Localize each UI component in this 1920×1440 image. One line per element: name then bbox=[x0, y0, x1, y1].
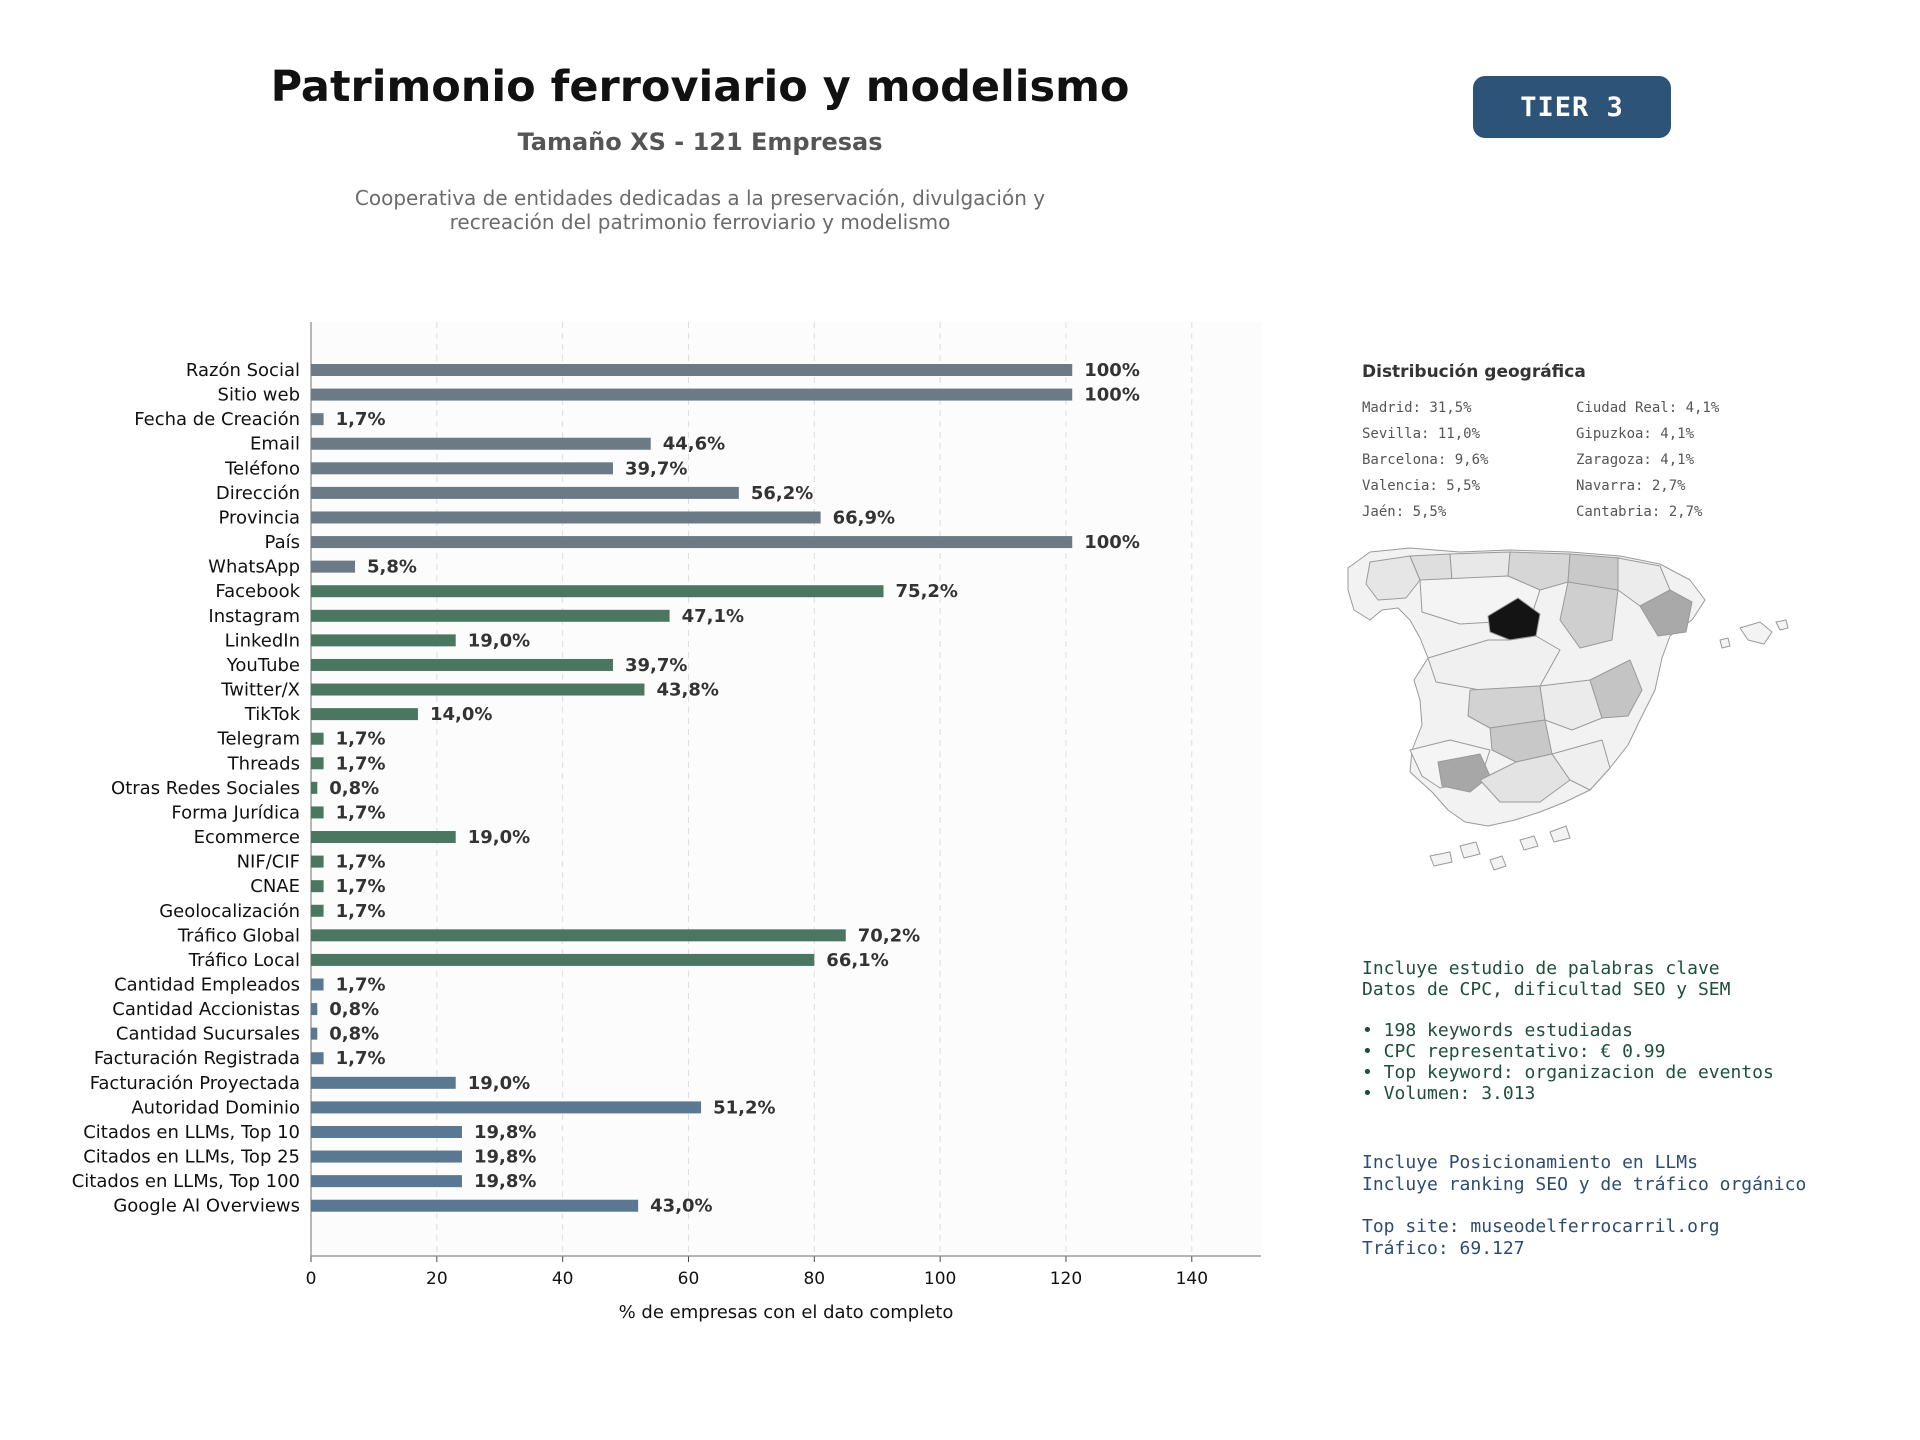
data-label: 100% bbox=[1084, 532, 1140, 554]
x-axis-title: % de empresas con el dato completo bbox=[618, 1302, 954, 1323]
y-tick-label: Citados en LLMs, Top 25 bbox=[83, 1146, 300, 1168]
bar bbox=[311, 905, 324, 917]
geo-item: Sevilla: 11,0% bbox=[1362, 426, 1481, 442]
y-tick-label: Cantidad Empleados bbox=[114, 974, 300, 996]
y-tick-label: LinkedIn bbox=[224, 630, 300, 652]
geo-item: Madrid: 31,5% bbox=[1362, 400, 1472, 416]
y-tick-label: Dirección bbox=[215, 482, 300, 504]
data-label: 1,7% bbox=[335, 876, 386, 898]
y-tick-label: Provincia bbox=[218, 507, 300, 529]
data-label: 19,8% bbox=[473, 1146, 537, 1168]
geo-item: Zaragoza: 4,1% bbox=[1576, 452, 1695, 468]
page-title: Patrimonio ferroviario y modelismo bbox=[270, 62, 1130, 112]
data-label: 1,7% bbox=[335, 409, 386, 431]
data-label: 51,2% bbox=[713, 1097, 776, 1119]
geo-item: Gipuzkoa: 4,1% bbox=[1576, 426, 1695, 442]
y-tick-label: Razón Social bbox=[185, 360, 300, 381]
bar bbox=[311, 1200, 638, 1212]
map-region bbox=[1740, 622, 1772, 644]
bar bbox=[311, 536, 1072, 548]
bar bbox=[311, 364, 1072, 376]
data-label: 100% bbox=[1084, 360, 1140, 381]
data-label: 1,7% bbox=[335, 728, 386, 750]
y-tick-label: TikTok bbox=[244, 704, 300, 726]
data-label: 66,1% bbox=[826, 949, 889, 971]
data-label: 43,8% bbox=[656, 679, 719, 701]
x-tick-label: 20 bbox=[426, 1269, 448, 1289]
bar bbox=[311, 1003, 317, 1015]
seo-bullet-2: • CPC representativo: € 0.99 bbox=[1362, 1041, 1666, 1062]
bar bbox=[311, 1175, 462, 1187]
data-label: 0,8% bbox=[329, 1023, 380, 1045]
bar bbox=[311, 1052, 324, 1064]
y-tick-label: Twitter/X bbox=[221, 679, 300, 701]
map-region bbox=[1490, 856, 1506, 870]
data-label: 100% bbox=[1084, 384, 1140, 406]
bar bbox=[311, 806, 324, 818]
y-tick-label: País bbox=[264, 532, 300, 554]
x-tick-label: 60 bbox=[677, 1269, 700, 1289]
bar bbox=[311, 561, 355, 573]
bar bbox=[311, 413, 324, 425]
y-tick-label: Autoridad Dominio bbox=[131, 1097, 300, 1119]
y-tick-label: Cantidad Sucursales bbox=[115, 1023, 300, 1045]
description-line-2: recreación del patrimonio ferroviario y modelismo bbox=[449, 210, 951, 234]
x-tick-label: 140 bbox=[1175, 1269, 1209, 1289]
bar bbox=[311, 954, 814, 966]
bar bbox=[311, 1151, 462, 1163]
bar bbox=[311, 684, 644, 696]
y-tick-label: Email bbox=[250, 433, 300, 455]
seo-bullet-4: • Volumen: 3.013 bbox=[1362, 1083, 1536, 1104]
data-label: 39,7% bbox=[624, 654, 688, 676]
bar bbox=[311, 585, 884, 597]
x-tick-label: 40 bbox=[551, 1269, 574, 1289]
y-tick-label: Fecha de Creación bbox=[134, 409, 300, 431]
data-label: 19,8% bbox=[473, 1171, 537, 1193]
top-site-traffic: Tráfico: 69.127 bbox=[1362, 1238, 1525, 1259]
map-region bbox=[1720, 638, 1730, 648]
data-label: 19,0% bbox=[467, 827, 531, 849]
y-tick-label: Otras Redes Sociales bbox=[111, 777, 300, 799]
data-label: 1,7% bbox=[335, 1048, 386, 1070]
data-label: 44,6% bbox=[662, 433, 726, 455]
bar bbox=[311, 389, 1072, 401]
map-region bbox=[1450, 552, 1510, 580]
y-tick-label: Facturación Registrada bbox=[93, 1048, 300, 1070]
bar bbox=[311, 708, 418, 720]
bar bbox=[311, 1126, 462, 1138]
data-label: 19,0% bbox=[467, 630, 531, 652]
y-tick-label: NIF/CIF bbox=[236, 851, 300, 873]
data-label: 1,7% bbox=[335, 802, 386, 824]
geo-item: Jaén: 5,5% bbox=[1362, 504, 1447, 520]
map-region bbox=[1550, 826, 1570, 842]
bar bbox=[311, 659, 613, 671]
x-tick-label: 120 bbox=[1049, 1269, 1083, 1289]
bar bbox=[311, 856, 324, 868]
spain-map bbox=[1340, 540, 1860, 910]
y-tick-label: Geolocalización bbox=[159, 900, 300, 922]
bar bbox=[311, 1077, 456, 1089]
data-label: 70,2% bbox=[857, 925, 921, 947]
data-label: 19,8% bbox=[473, 1121, 537, 1143]
y-tick-label: CNAE bbox=[250, 876, 300, 898]
bar bbox=[311, 462, 613, 474]
y-tick-label: Tráfico Global bbox=[177, 925, 300, 947]
data-label: 39,7% bbox=[624, 458, 688, 480]
y-tick-label: WhatsApp bbox=[208, 556, 300, 578]
data-label: 56,2% bbox=[750, 482, 814, 504]
x-tick-label: 100 bbox=[923, 1269, 957, 1289]
bar bbox=[311, 511, 821, 523]
bar bbox=[311, 733, 324, 745]
data-label: 14,0% bbox=[429, 704, 493, 726]
data-label: 66,9% bbox=[832, 507, 896, 529]
geo-item: Valencia: 5,5% bbox=[1362, 478, 1481, 494]
top-site: Top site: museodelferrocarril.org bbox=[1362, 1216, 1720, 1237]
description-line-1: Cooperativa de entidades dedicadas a la preservación, divulgación y bbox=[354, 186, 1046, 210]
bar bbox=[311, 831, 456, 843]
y-tick-label: Telegram bbox=[217, 728, 300, 750]
y-tick-label: YouTube bbox=[226, 654, 300, 676]
data-label: 75,2% bbox=[895, 581, 958, 603]
bar bbox=[311, 1101, 701, 1113]
y-tick-label: Facturación Proyectada bbox=[89, 1072, 300, 1094]
seo-line-1: Incluye estudio de palabras clave bbox=[1362, 958, 1720, 979]
y-tick-label: Sitio web bbox=[217, 384, 300, 406]
y-tick-label: Citados en LLMs, Top 10 bbox=[83, 1121, 300, 1143]
geo-item: Barcelona: 9,6% bbox=[1362, 452, 1489, 468]
bar bbox=[311, 979, 324, 991]
data-label: 1,7% bbox=[335, 974, 386, 996]
bar bbox=[311, 757, 324, 769]
data-label: 1,7% bbox=[335, 851, 386, 873]
geo-item: Cantabria: 2,7% bbox=[1576, 504, 1703, 520]
x-tick-label: 80 bbox=[803, 1269, 826, 1289]
map-region bbox=[1776, 620, 1788, 630]
y-tick-label: Threads bbox=[227, 753, 300, 775]
bar bbox=[311, 1028, 317, 1040]
y-tick-label: Teléfono bbox=[225, 458, 300, 480]
data-label: 47,1% bbox=[681, 605, 745, 627]
seo-bullet-3: • Top keyword: organizacion de eventos bbox=[1362, 1062, 1774, 1083]
tier-badge: TIER 3 bbox=[1473, 76, 1671, 138]
bar bbox=[311, 634, 456, 646]
y-tick-label: Ecommerce bbox=[193, 827, 300, 849]
map-region bbox=[1430, 852, 1452, 866]
plot-area bbox=[311, 322, 1261, 1256]
bar bbox=[311, 438, 651, 450]
data-label: 0,8% bbox=[329, 999, 380, 1021]
seo-line-2: Datos de CPC, dificultad SEO y SEM bbox=[1362, 979, 1731, 1000]
page-subtitle: Tamaño XS - 121 Empresas bbox=[517, 128, 883, 156]
data-label: 1,7% bbox=[335, 900, 386, 922]
map-region bbox=[1460, 842, 1480, 858]
y-tick-label: Tráfico Local bbox=[188, 949, 300, 971]
y-tick-label: Citados en LLMs, Top 100 bbox=[71, 1171, 300, 1193]
map-region bbox=[1520, 836, 1538, 850]
llm-line-2: Incluye ranking SEO y de tráfico orgánico bbox=[1362, 1174, 1807, 1195]
data-label: 1,7% bbox=[335, 753, 386, 775]
data-label: 0,8% bbox=[329, 777, 380, 799]
data-label: 19,0% bbox=[467, 1072, 531, 1094]
y-tick-label: Google AI Overviews bbox=[113, 1195, 300, 1217]
llm-line-1: Incluye Posicionamiento en LLMs bbox=[1362, 1152, 1698, 1173]
bar bbox=[311, 487, 739, 499]
geo-item: Navarra: 2,7% bbox=[1576, 478, 1686, 494]
y-tick-label: Forma Jurídica bbox=[171, 802, 300, 824]
y-tick-label: Instagram bbox=[208, 605, 300, 627]
data-label: 43,0% bbox=[650, 1195, 713, 1217]
bar bbox=[311, 929, 846, 941]
y-tick-label: Facebook bbox=[215, 581, 300, 603]
seo-bullet-1: • 198 keywords estudiadas bbox=[1362, 1020, 1633, 1041]
x-tick-label: 0 bbox=[305, 1269, 317, 1289]
geo-item: Ciudad Real: 4,1% bbox=[1576, 400, 1720, 416]
geo-title: Distribución geográfica bbox=[1362, 362, 1586, 382]
data-label: 5,8% bbox=[367, 556, 417, 578]
bar bbox=[311, 610, 670, 622]
bar bbox=[311, 782, 317, 794]
bar bbox=[311, 880, 324, 892]
y-tick-label: Cantidad Accionistas bbox=[112, 999, 300, 1021]
